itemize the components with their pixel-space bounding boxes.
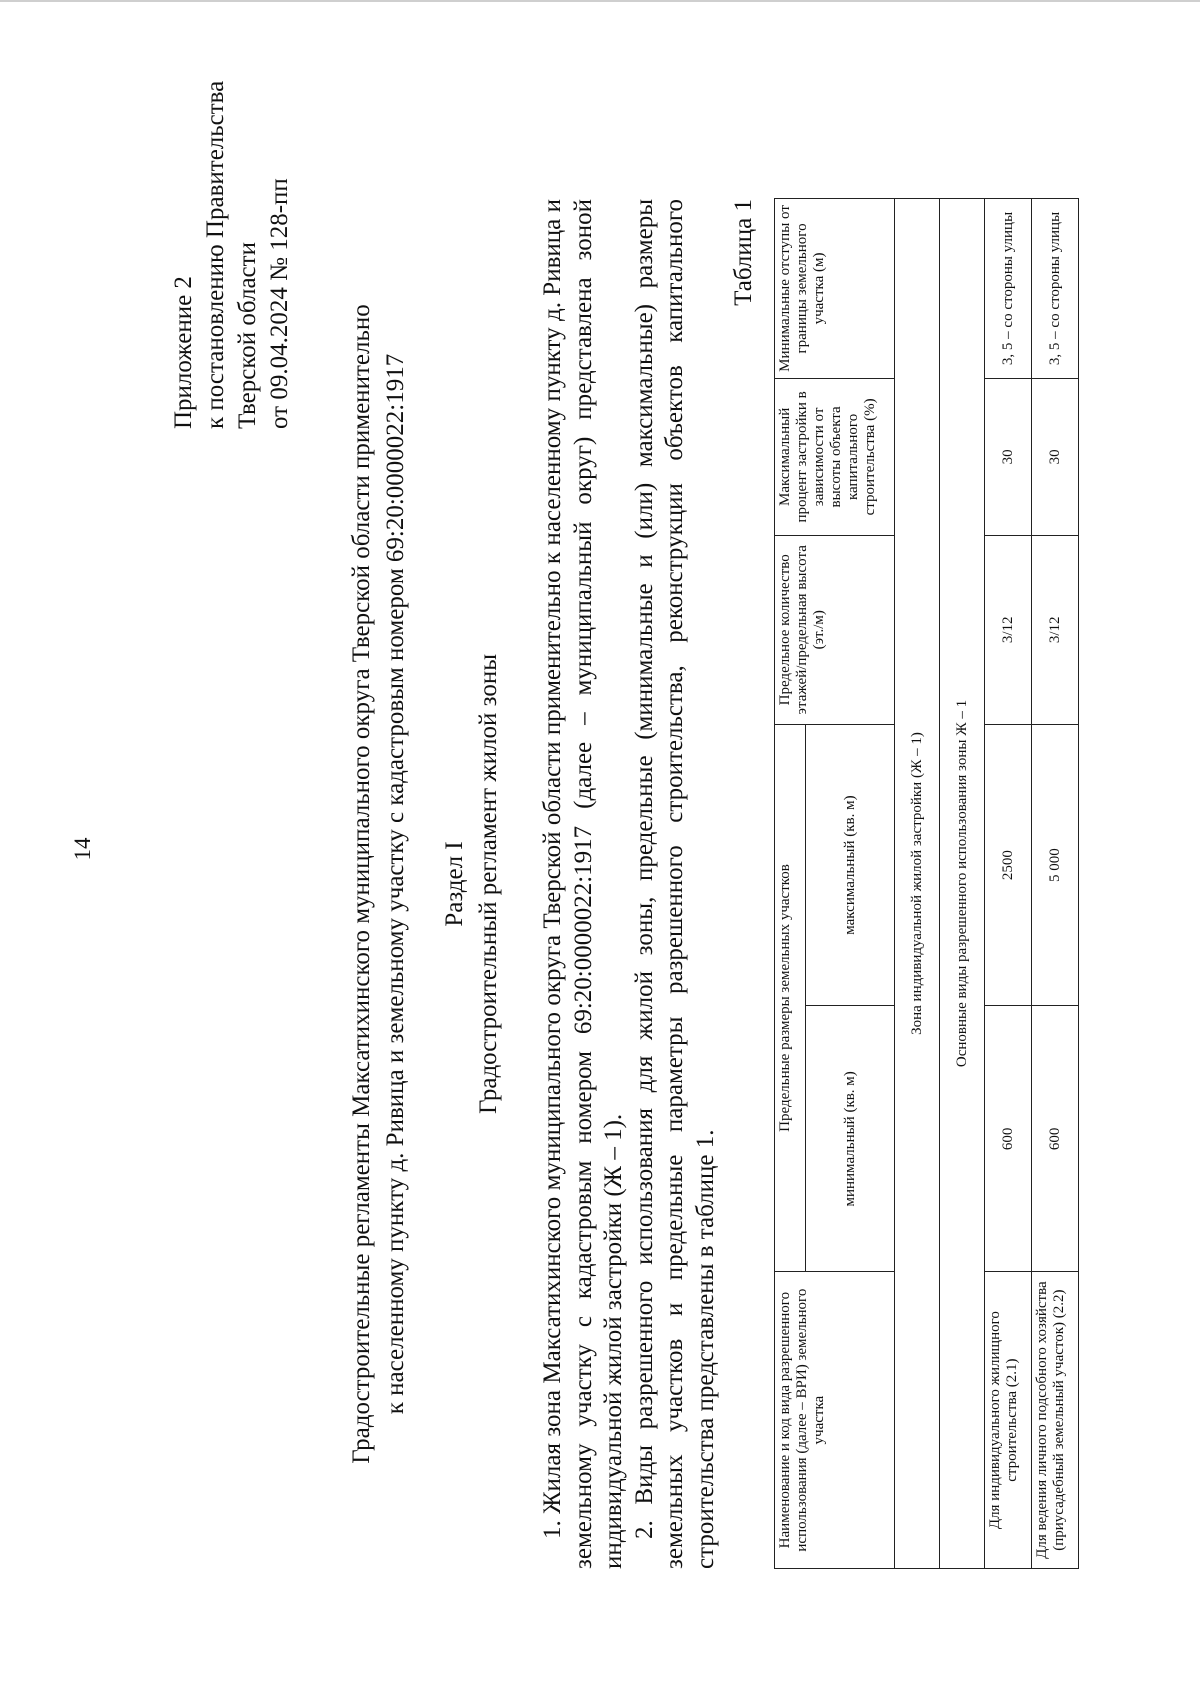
cell-setback: 3, 5 – со стороны улицы: [1032, 199, 1079, 379]
title-line: к населенному пункту д. Ривица и земельному участку с кадастровым номером 69:20:0000022:1917: [382, 353, 409, 1415]
appendix-block: [168, 81, 296, 429]
paragraph: 2. Виды разрешенного использования для жилой зоны, предельные (минимальные и (или) максимальные) размеры земельных участков и предельные параметры разрешенного строительства, реконструкции объектов капитального строительства представлены в таблице 1.: [630, 199, 719, 1569]
table-row: [1032, 199, 1079, 1569]
appendix-line: к постановлению Правительства: [202, 80, 229, 429]
table-row: [985, 199, 1032, 1569]
cell-name: Для ведения личного подсобного хозяйства (приусадебный земельный участок) (2.2): [1032, 1272, 1079, 1569]
cell-floors: 3/12: [1032, 535, 1079, 724]
header-coverage: Максимальный процент застройки в зависимости от высоты объекта капитального строительства (%): [775, 378, 895, 535]
cell-coverage: 30: [1032, 378, 1079, 535]
group-label: Основные виды разрешенного использования зоны Ж – 1: [940, 199, 985, 1569]
header-max: максимальный (кв. м): [806, 724, 895, 1006]
header-sizes: Предельные размеры земельных участков: [775, 724, 806, 1272]
cell-max: 2500: [985, 724, 1032, 1006]
cell-name: Для индивидуального жилищного строительства (2.1): [985, 1272, 1032, 1569]
header-name: Наименование и код вида разрешенного использования (далее – ВРИ) земельного участка: [775, 1272, 895, 1569]
document-title: [345, 199, 413, 1569]
cell-min: 600: [1032, 1006, 1079, 1272]
page-number: 14: [70, 837, 95, 861]
title-line: Градостроительные регламенты Максатихинского муниципального округа Тверской области применительно: [348, 304, 375, 1464]
cell-floors: 3/12: [985, 535, 1032, 724]
zone-row: [895, 199, 940, 1569]
appendix-line: Приложение 2: [170, 276, 197, 429]
table-header-row: [775, 199, 806, 1569]
zone-label: Зона индивидуальной жилой застройки (Ж – 1): [895, 199, 940, 1569]
cell-min: 600: [985, 1006, 1032, 1272]
paragraph: 1. Жилая зона Максатихинского муниципального округа Тверской области применительно к населенному пункту д. Ривица и земельному участку с кадастровым номером 69:20:0000022:1917 (далее – муниципальный округ) представлена зоной индивидуальной жилой застройки (Ж – 1).: [539, 199, 627, 1569]
cell-coverage: 30: [985, 378, 1032, 535]
section-heading: [438, 199, 506, 1569]
section-name: Градостроительный регламент жилой зоны: [475, 654, 502, 1115]
header-setback: Минимальные отступы от границы земельного участка (м): [775, 199, 895, 379]
header-floors: Предельное количество этажей/предельная высота (эт./м): [775, 535, 895, 724]
appendix-line: Тверской области: [234, 242, 261, 429]
cell-setback: 3, 5 – со стороны улицы: [985, 199, 1032, 379]
appendix-line: от 09.04.2024 № 128-пп: [266, 178, 293, 429]
regulation-table: [774, 198, 1079, 1569]
section-label: Раздел I: [441, 841, 468, 927]
group-row: [940, 199, 985, 1569]
cell-max: 5 000: [1032, 724, 1079, 1006]
table-caption: Таблица 1: [730, 199, 757, 306]
body-text: [538, 199, 721, 1569]
header-min: минимальный (кв. м): [806, 1006, 895, 1272]
